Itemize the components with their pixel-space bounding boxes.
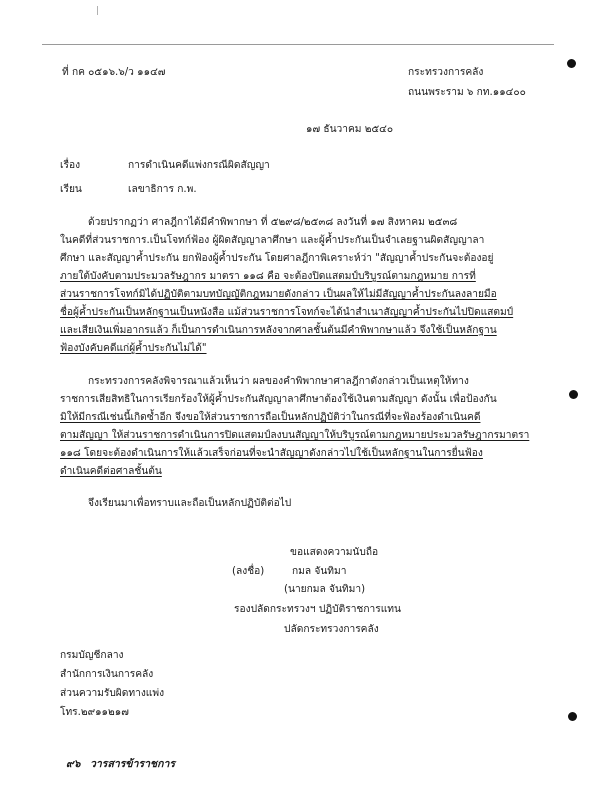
- signed-label: (ลงชื่อ): [232, 566, 265, 577]
- publication-name: วารสารข้าราชการ: [90, 758, 176, 770]
- paragraph1-line: ในคดีที่ส่วนราชการ.เป็นโจทก์ฟ้อง ผู้ผิดสัญญาลาศึกษา และผู้ค้ำประกันเป็นจำเลยฐานผิดสัญญาลา: [60, 235, 485, 246]
- paragraph2-line: ตามสัญญา ให้ส่วนราชการดำเนินการปิดแสตมป์ลงบนสัญญาให้บริบูรณ์ตามกฎหมายประมวลรัษฎากรมาตรา: [60, 430, 530, 441]
- page-number: ๙๖: [66, 758, 81, 770]
- subject-label: เรื่อง: [60, 160, 81, 171]
- ministry-address: ถนนพระราม ๖ กท.๑๑๔๐๐: [408, 87, 526, 98]
- issuing-division: สำนักการเงินการคลัง: [60, 669, 154, 680]
- position-line-2: ปลัดกระทรวงการคลัง: [284, 624, 379, 635]
- subject-text: การดำเนินคดีแพ่งกรณีผิดสัญญา: [128, 160, 270, 171]
- top-rule: [42, 44, 554, 45]
- recipient-text: เลขาธิการ ก.พ.: [128, 184, 197, 195]
- issuing-phone: โทร.๒๙๑๑๒๑๗: [60, 707, 129, 718]
- paragraph1-line: ด้วยปรากฏว่า ศาลฎีกาได้มีคำพิพากษา ที่ ๕๒๙๘/๒๕๓๘ ลงวันที่ ๑๗ สิงหาคม ๒๕๓๘: [88, 217, 458, 228]
- issuing-section: ส่วนความรับผิดทางแพ่ง: [60, 688, 165, 699]
- paragraph1-line: และเสียเงินเพิ่มอากรแล้ว ก็เป็นการดำเนินการหลังจากศาลชั้นต้นมีคำพิพากษาแล้ว จึงใช้เป็นหลักฐาน: [60, 325, 497, 336]
- position-line-1: รองปลัดกระทรวงฯ ปฏิบัติราชการแทน: [234, 604, 401, 615]
- reference-number: ที่ กค ๐๕๑๖.๖/ว ๑๑๔๗: [62, 67, 166, 78]
- paragraph1-line: ศึกษา และสัญญาค้ำประกัน ยกฟ้องผู้ค้ำประกัน โดยศาลฎีกาพิเคราะห์ว่า "สัญญาค้ำประกันจะต้องอยู่: [60, 253, 494, 264]
- issuing-department: กรมบัญชีกลาง: [60, 650, 124, 661]
- paragraph1-line: ฟ้องบังคับคดีแก่ผู้ค้ำประกันไม่ได้": [60, 343, 207, 354]
- paragraph2-line: มิให้มีกรณีเช่นนี้เกิดซ้ำอีก จึงขอให้ส่วนราชการถือเป็นหลักปฏิบัติว่าในกรณีที่จะฟ้องร้องดำเนินคดี: [60, 412, 481, 423]
- paragraph2-line: ราชการเสียสิทธิในการเรียกร้องให้ผู้ค้ำประกันสัญญาลาศึกษาต้องใช้เงินตามสัญญา ดังนั้น เพื่อป้องกัน: [60, 394, 497, 405]
- paragraph2-line: ๑๑๘ โดยจะต้องดำเนินการให้แล้วเสร็จก่อนที่จะนำสัญญาดังกล่าวไปใช้เป็นหลักฐานในการยื่นฟ้อง: [60, 448, 483, 459]
- printed-name: (นายกมล จันทิมา): [284, 584, 366, 595]
- signed-name: กมล จันทิมา: [292, 566, 347, 577]
- paragraph1-line: ชื่อผู้ค้ำประกันเป็นหลักฐานเป็นหนังสือ แม้ส่วนราชการโจทก์จะได้นำสำเนาสัญญาค้ำประกันไปปิดแสตมป์: [60, 307, 514, 318]
- scan-mark: |: [96, 6, 100, 16]
- punch-hole-top: [567, 59, 576, 68]
- recipient-label: เรียน: [60, 184, 82, 195]
- paragraph1-line: ภายใต้บังคับตามประมวลรัษฎากร มาตรา ๑๑๘ คือ จะต้องปิดแสตมป์บริบูรณ์ตามกฎหมาย การที่: [60, 271, 476, 282]
- complimentary-close: ขอแสดงความนับถือ: [290, 547, 379, 558]
- punch-hole-middle: [569, 390, 578, 399]
- paragraph1-line: ส่วนราชการโจทก์มิได้ปฏิบัติตามบทบัญญัติกฎหมายดังกล่าว เป็นผลให้ไม่มีสัญญาค้ำประกันลงลายมือ: [60, 289, 497, 300]
- page-footer: [66, 755, 175, 772]
- punch-hole-bottom: [568, 712, 577, 721]
- letter-date: ๑๗ ธันวาคม ๒๕๔๐: [306, 124, 394, 135]
- paragraph2-line: ดำเนินคดีต่อศาลชั้นต้น: [60, 466, 162, 477]
- paragraph2-line: กระทรวงการคลังพิจารณาแล้วเห็นว่า ผลของคำพิพากษาศาลฎีกาดังกล่าวเป็นเหตุให้ทาง: [88, 376, 469, 387]
- ministry-name: กระทรวงการคลัง: [408, 67, 484, 78]
- closing-paragraph: จึงเรียนมาเพื่อทราบและถือเป็นหลักปฏิบัติต่อไป: [88, 498, 292, 509]
